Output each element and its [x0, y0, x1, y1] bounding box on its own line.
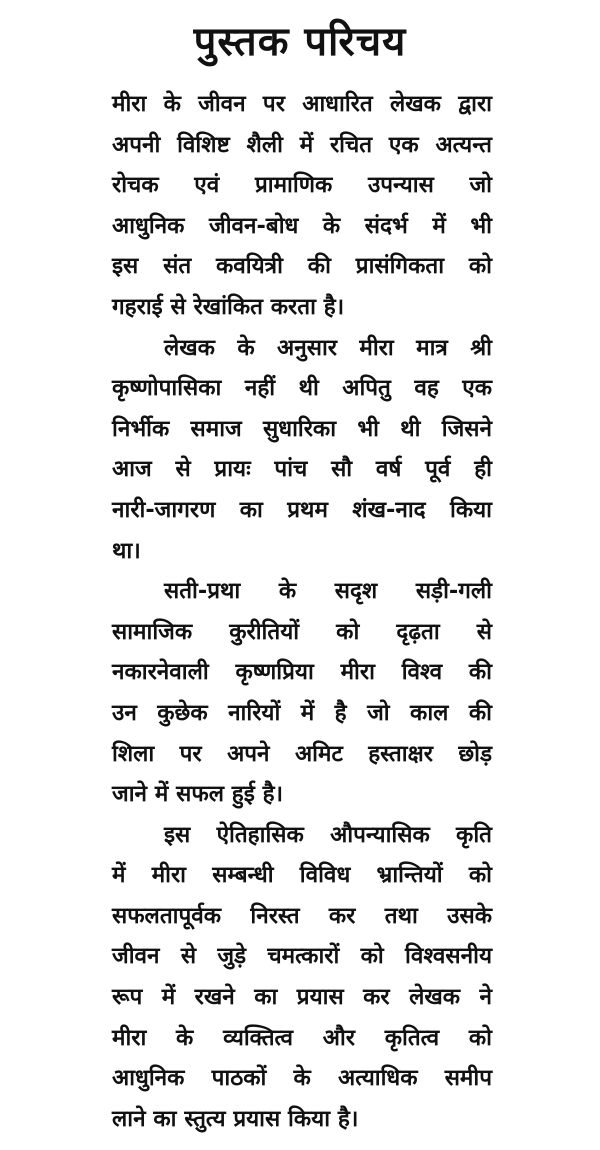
- text-line: आज से प्रायः पांच सौ वर्ष पूर्व ही: [112, 456, 492, 483]
- text-line: जाने में सफल हुई है।: [112, 781, 284, 808]
- paragraph-4: [112, 815, 492, 1140]
- text-line: रोचक एवं प्रामाणिक उपन्यास जो: [112, 172, 492, 199]
- text-line: नकारनेवाली कृष्णप्रिया मीरा विश्व की: [112, 659, 492, 686]
- paragraph-2: [112, 328, 492, 572]
- text-line: में मीरा सम्बन्धी विविध भ्रान्तियों को: [112, 862, 492, 889]
- text-line: जीवन से जुड़े चमत्कारों को विश्वसनीय: [112, 943, 492, 970]
- text-line: रूप में रखने का प्रयास कर लेखक ने: [112, 984, 492, 1011]
- text-line: था।: [112, 537, 141, 564]
- text-line: इस ऐतिहासिक औपन्यासिक कृति: [164, 821, 492, 848]
- paragraph-3: [112, 571, 492, 815]
- text-line: लाने का स्तुत्य प्रयास किया है।: [112, 1105, 359, 1132]
- text-line: मीरा के जीवन पर आधारित लेखक द्वारा: [112, 91, 492, 117]
- text-line: निर्भीक समाज सुधारिका भी थी जिसने: [112, 415, 492, 442]
- paragraph-1: [112, 84, 492, 328]
- text-line: इस संत कवयित्री की प्रासंगिकता को: [112, 253, 492, 280]
- page-title: पुस्तक परिचय: [193, 19, 407, 65]
- text-line: मीरा के व्यक्तित्व और कृतित्व को: [112, 1024, 492, 1051]
- text-line: कृष्णोपासिका नहीं थी अपितु वह एक: [112, 375, 492, 402]
- text-line: सती-प्रथा के सदृश सड़ी-गली: [164, 578, 492, 605]
- text-line: सामाजिक कुरीतियों को दृढ़ता से: [112, 618, 492, 645]
- text-line: उन कुछेक नारियों में है जो काल की: [112, 699, 492, 726]
- text-line: लेखक के अनुसार मीरा मात्र श्री: [164, 334, 492, 361]
- text-line: सफलतापूर्वक निरस्त कर तथा उसके: [112, 902, 492, 929]
- introduction-body: [112, 84, 492, 1139]
- text-line: अपनी विशिष्ट शैली में रचित एक अत्यन्त: [112, 131, 492, 158]
- text-line: आधुनिक पाठकों के अत्याधिक समीप: [112, 1065, 492, 1092]
- text-line: गहराई से रेखांकित करता है।: [112, 293, 345, 320]
- text-line: आधुनिक जीवन-बोध के संदर्भ में भी: [112, 212, 492, 239]
- text-line: शिला पर अपने अमिट हस्ताक्षर छोड़: [112, 740, 492, 767]
- text-line: नारी-जागरण का प्रथम शंख-नाद किया: [112, 496, 492, 523]
